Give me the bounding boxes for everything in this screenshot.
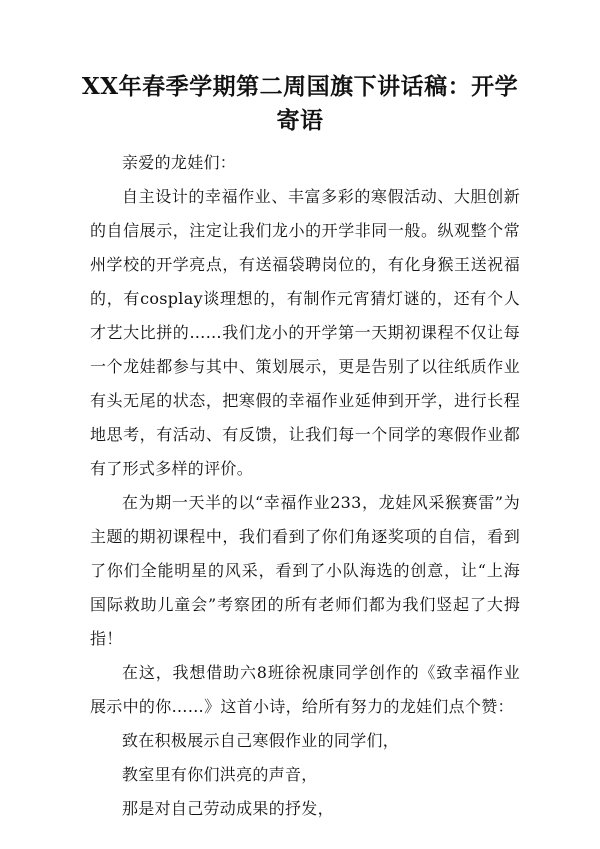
- paragraph-2: 在为期一天半的以“幸福作业233，龙娃风采猴赛雷”为主题的期初课程中，我们看到了你们角逐奖项的自信，看到了你们全能明星的风采，看到了小队海选的创意，让“上海国际救助儿童会”考察团的所有老师们都为我们竖起了大拇指！: [90, 493, 520, 648]
- poem-line-2: 教室里有你们洪亮的声音，: [122, 765, 318, 784]
- document-body: [90, 146, 520, 826]
- paragraph-1: 自主设计的幸福作业、丰富多彩的寒假活动、大胆创新的自信展示，注定让我们龙小的开学非同一般。纵观整个常州学校的开学亮点，有送福袋聘岗位的，有化身猴王送祝福的，有cosplay谈理想的，有制作元宵猜灯谜的，还有个人才艺大比拼的……我们龙小的开学第一天期初课程不仅让每一个龙娃都参与其中、策划展示，更是告别了以往纸质作业有头无尾的状态，把寒假的幸福作业延伸到开学，进行长程地思考，有活动、有反馈，让我们每一个同学的寒假作业都有了形式多样的评价。: [90, 187, 520, 478]
- poem-line-1: 致在积极展示自己寒假作业的同学们，: [122, 731, 400, 750]
- document-title: XX年春季学期第二周国旗下讲话稿：开学寄语: [81, 73, 519, 134]
- paragraph-3: 在这，我想借助六8班徐祝康同学创作的《致幸福作业展示中的你……》这首小诗，给所有努力的龙娃们点个赞：: [90, 663, 520, 716]
- poem-line-3: 那是对自己劳动成果的抒发，: [122, 799, 334, 818]
- salutation: 亲爱的龙娃们：: [122, 153, 237, 172]
